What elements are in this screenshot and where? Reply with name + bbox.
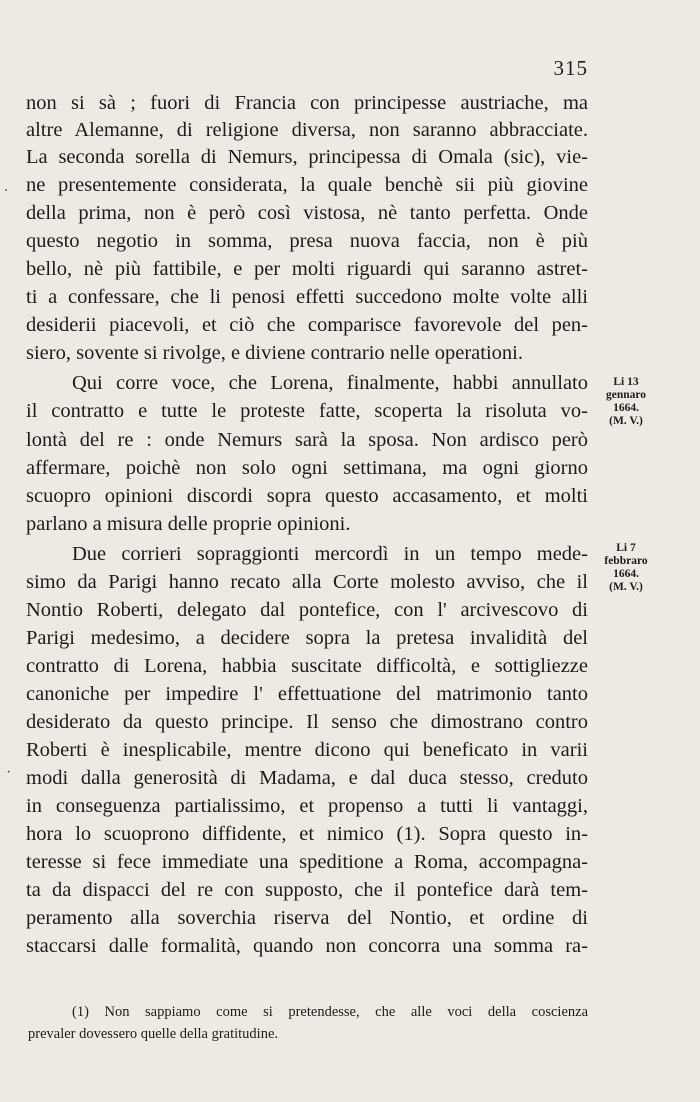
- margin-mark: .: [4, 178, 8, 195]
- margin-note-date: [598, 542, 654, 594]
- text-line: staccarsi dalle formalità, quando non concorra una somma ra-: [26, 935, 588, 957]
- text-line: Nontio Roberti, delegato dal pontefice, con l' arcivescovo di: [26, 599, 588, 621]
- text-line: teresse si fece immediate una speditione a Roma, accompagna-: [26, 851, 588, 873]
- footnote-line: prevaler dovessero quelle della gratitudine.: [28, 1026, 279, 1042]
- text-line: Due corrieri sopraggionti mercordì in un tempo mede-: [72, 543, 588, 565]
- text-line: Roberti è inesplicabile, mentre dicono qui beneficato in varii: [26, 739, 588, 761]
- text-line: affermare, poichè non solo ogni settimana, ma ogni giorno: [26, 457, 588, 479]
- text-line: ta da dispacci del re con supposto, che il pontefice darà tem-: [26, 879, 588, 901]
- margin-note-line: gennaro: [605, 389, 647, 401]
- text-line: ne presentemente considerata, la quale benchè sii più giovine: [26, 174, 588, 196]
- margin-note-line: Li 7: [616, 542, 636, 554]
- text-line: bello, nè più fattibile, e per molti riguardi qui saranno astret-: [26, 258, 588, 280]
- text-line: questo negotio in somma, presa nuova faccia, non è più: [26, 230, 588, 252]
- text-line: contratto di Lorena, habbia suscitate difficoltà, e sottigliezze: [26, 655, 588, 677]
- text-line: hora lo scuoprono diffidente, et nimico (1). Sopra questo in-: [26, 823, 588, 845]
- text-line: scuopro opinioni discordi sopra questo accasamento, et molti: [26, 485, 588, 507]
- margin-note-line: 1664.: [613, 402, 639, 414]
- margin-note-line: Li 13: [613, 376, 639, 388]
- text-line: desiderii piacevoli, et ciò che comparisce favorevole del pen-: [26, 314, 588, 336]
- footnote-line: (1) Non sappiamo come si pretendesse, che alle voci della coscienza: [72, 1004, 588, 1020]
- text-line: parlano a misura delle proprie opinioni.: [26, 513, 351, 535]
- text-line: non si sà ; fuori di Francia con principesse austriache, ma: [26, 92, 588, 114]
- text-line: altre Alemanne, di religione diversa, non saranno abbracciate.: [26, 119, 588, 141]
- text-line: Parigi medesimo, a decidere sopra la pretesa invalidità del: [26, 627, 588, 649]
- margin-note-line: (M. V.): [609, 581, 643, 593]
- text-line: siero, sovente si rivolge, e diviene contrario nelle operationi.: [26, 342, 523, 364]
- margin-note-line: (M. V.): [609, 415, 643, 427]
- text-line: La seconda sorella di Nemurs, principessa di Omala (sic), vie-: [26, 146, 588, 168]
- margin-note-line: febbraro: [604, 555, 648, 567]
- text-line: della prima, non è però così vistosa, nè tanto perfetta. Onde: [26, 202, 588, 224]
- text-line: il contratto e tutte le proteste fatte, scoperta la risoluta vo-: [26, 400, 588, 422]
- text-line: canoniche per impedire l' effettuatione del matrimonio tanto: [26, 683, 588, 705]
- text-line: Qui corre voce, che Lorena, finalmente, habbi annullato: [72, 372, 588, 394]
- margin-note-date: [598, 376, 654, 428]
- text-line: ti a confessare, che li penosi effetti succedono molte volte alli: [26, 286, 588, 308]
- text-line: modi dalla generosità di Madama, e dal duca stesso, creduto: [26, 767, 588, 789]
- page-number: 315: [553, 56, 588, 80]
- margin-mark: ·: [6, 764, 12, 781]
- text-line: in conseguenza partialissimo, et propenso a tutti li vantaggi,: [26, 795, 588, 817]
- text-line: peramento alla soverchia riserva del Nontio, et ordine di: [26, 907, 588, 929]
- text-line: desiderato da questo principe. Il senso che dimostrano contro: [26, 711, 588, 733]
- text-line: lontà del re : onde Nemurs sarà la sposa. Non ardisco però: [26, 429, 588, 451]
- margin-note-line: 1664.: [613, 568, 639, 580]
- text-line: simo da Parigi hanno recato alla Corte molesto avviso, che il: [26, 571, 588, 593]
